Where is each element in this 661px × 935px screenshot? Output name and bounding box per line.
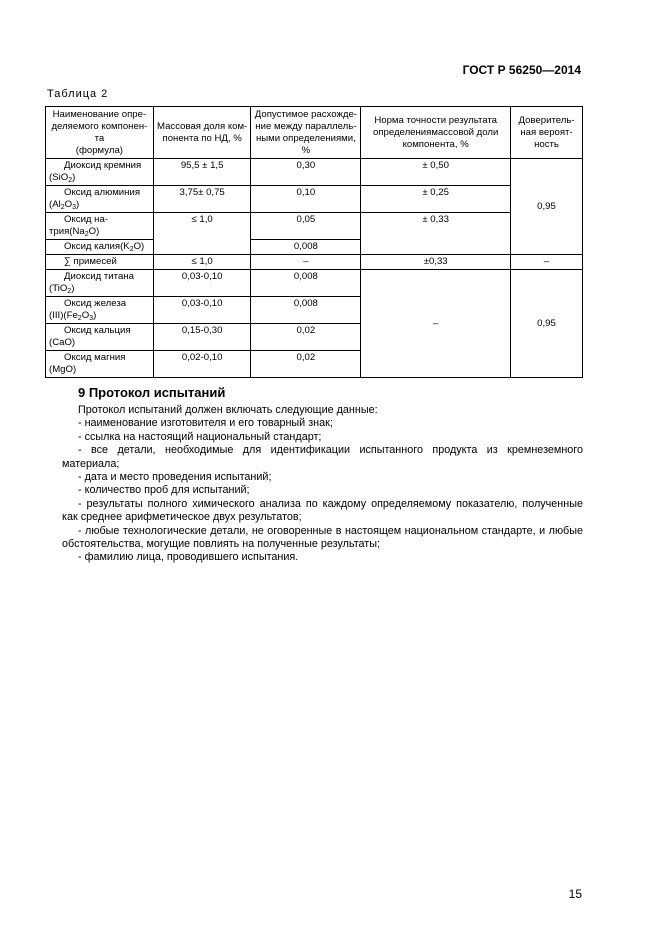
- analysis-table: [45, 106, 583, 378]
- component-name: Оксид магния (MgO): [46, 351, 154, 378]
- diff-value: 0,30: [251, 159, 361, 186]
- table-caption: Таблица 2: [47, 88, 109, 100]
- col-header-confidence: Доверитель- ная вероят- ность: [511, 107, 583, 159]
- diff-value: 0,008: [251, 270, 361, 297]
- accuracy-value: ±0,33: [361, 255, 511, 270]
- mass-value: ≤ 1,0: [153, 255, 251, 270]
- col-header-component: Наименование опре- деляемого компонен- та (формула): [46, 107, 154, 159]
- confidence-value: 0,95: [511, 159, 583, 255]
- list-item: - ссылка на настоящий национальный стандарт;: [78, 430, 322, 443]
- diff-value: 0,02: [251, 351, 361, 378]
- col-header-accuracy: Норма точности результата определениямассовой доли компонента, %: [361, 107, 511, 159]
- col-header-diff: Допустимое расхожде- ние между параллель- ными определениями, %: [251, 107, 361, 159]
- diff-value: 0,10: [251, 186, 361, 213]
- table-row: [46, 213, 583, 240]
- mass-value: 95,5 ± 1,5: [153, 159, 251, 186]
- component-name: Оксид железа $(III)(Fe_2O_3)$: [46, 297, 154, 324]
- diff-value: 0,008: [251, 297, 361, 324]
- list-item: - любые технологические детали, не оговоренные в настоящем национальном стандарте, и любые обстоятельства, могущие повлиять на полученные результаты;: [62, 524, 583, 551]
- mass-value: ≤ 1,0: [153, 213, 251, 255]
- mass-value: 0,03-0,10: [153, 297, 251, 324]
- component-name: Оксид на- $трия(Na_2O)$: [46, 213, 154, 240]
- confidence-value: 0,95: [511, 270, 583, 378]
- col-header-mass: Массовая доля ком- понента по НД, %: [153, 107, 251, 159]
- accuracy-value: ± 0,33: [361, 213, 511, 255]
- table-row: [46, 255, 583, 270]
- component-name: Диоксид кремния (SiO$_2$): [46, 159, 154, 186]
- mass-value: 0,03-0,10: [153, 270, 251, 297]
- accuracy-value: –: [361, 270, 511, 378]
- page-number: 15: [568, 887, 582, 901]
- mass-value: 0,15-0,30: [153, 324, 251, 351]
- confidence-value: –: [511, 255, 583, 270]
- table-row: [46, 186, 583, 213]
- diff-value: 0,02: [251, 324, 361, 351]
- table-row: [46, 270, 583, 297]
- accuracy-value: ± 0,25: [361, 186, 511, 213]
- list-item: - все детали, необходимые для идентификации испытанного продукта из кремнеземного материала;: [62, 444, 583, 470]
- table-header-row: [46, 107, 583, 159]
- diff-value: –: [251, 255, 361, 270]
- component-name: ∑ примесей: [46, 255, 154, 270]
- diff-value: 0,05: [251, 213, 361, 240]
- section-body: [62, 404, 583, 565]
- mass-value: 3,75± 0,75: [153, 186, 251, 213]
- table-row: [46, 159, 583, 186]
- component-name: Оксид алюминия $(Al_2O_3)$: [46, 186, 154, 213]
- list-item: - количество проб для испытаний;: [78, 484, 250, 497]
- paragraph: Протокол испытаний должен включать следующие данные:: [78, 404, 378, 416]
- component-name: Оксид $калия(K_2O)$: [46, 240, 154, 255]
- document-id: ГОСТ Р 56250—2014: [462, 63, 581, 77]
- list-item: - наименование изготовителя и его товарный знак;: [78, 417, 333, 430]
- list-item: - фамилию лица, проводившего испытания.: [78, 551, 299, 564]
- diff-value: 0,008: [251, 240, 361, 255]
- section-title: 9 Протокол испытаний: [78, 385, 226, 400]
- component-name: Оксид кальция (CaO): [46, 324, 154, 351]
- list-item: - результаты полного химического анализа по каждому определяемому показателю, полученные как среднее арифметическое двух результатов;: [62, 497, 583, 524]
- list-item: - дата и место проведения испытаний;: [78, 471, 272, 484]
- accuracy-value: ± 0,50: [361, 159, 511, 186]
- mass-value: 0,02-0,10: [153, 351, 251, 378]
- component-name: Диоксид титана (TiO$_2$): [46, 270, 154, 297]
